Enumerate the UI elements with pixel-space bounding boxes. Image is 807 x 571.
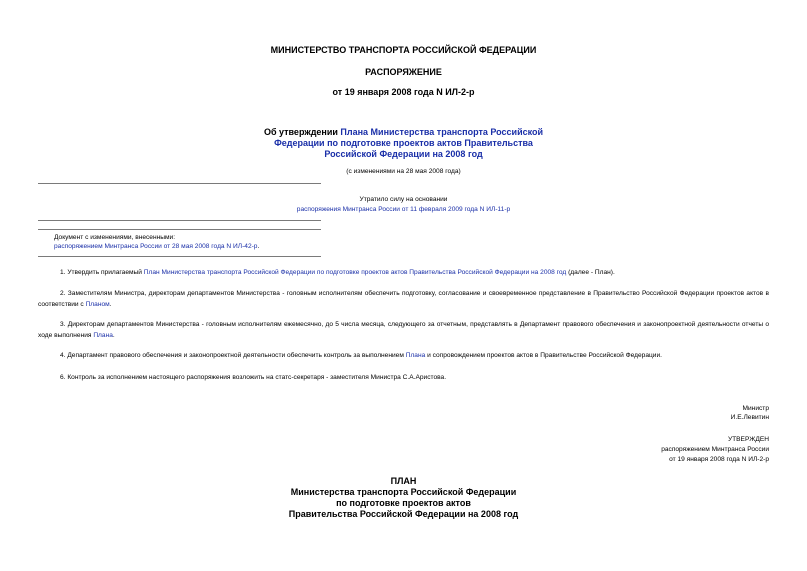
p3-text-end: . xyxy=(112,331,115,339)
signature-name: И.Е.Левитин xyxy=(730,414,769,421)
plan-line2: Министерства транспорта Российской Федерации xyxy=(290,487,517,497)
paragraph-6: 6. Контроль за исполнением настоящего распоряжения возложить на статс-секретаря - заместителя Министра С.А.Аристова. xyxy=(60,374,447,381)
p2-link[interactable]: Планом xyxy=(85,300,110,308)
paragraph-2 xyxy=(38,289,769,310)
changes-suffix: . xyxy=(257,243,260,250)
document-type: РАСПОРЯЖЕНИЕ xyxy=(365,67,442,77)
paragraph-1 xyxy=(38,268,769,279)
title-link-line2[interactable]: Федерации по подготовке проектов актов Правительства xyxy=(274,138,533,148)
changes-label: Документ с изменениями, внесенными: xyxy=(54,234,176,241)
p4-text-end: и сопровождением проектов актов в Правительстве Российской Федерации. xyxy=(425,352,662,359)
p1-text: 1. Утвердить прилагаемый xyxy=(60,269,144,276)
divider xyxy=(38,256,321,257)
title-link-line3[interactable]: Российской Федерации на 2008 год xyxy=(324,149,483,159)
p3-text: 3. Директорам департаментов Министерства - головным исполнителям ежемесячно, до 5 числа месяца, следующего за отчетным, представлять в Департамент правового обеспечения и законопроектной деятельности отчеты о ходе выполнения xyxy=(38,321,769,339)
divider xyxy=(38,229,321,230)
expired-link[interactable]: распоряжения Минтранса России от 11 февраля 2009 года N ИЛ-11-р xyxy=(296,206,511,213)
plan-title: ПЛАН xyxy=(390,476,417,486)
p2-text: 2. Заместителям Министра, директорам департаментов Министерства - головным исполнителям обеспечить подготовку, согласование и своевременное представление в Правительство Российской Федерации проектов актов в соответствии с xyxy=(38,290,769,308)
plan-heading xyxy=(0,476,807,520)
p1-text-end: (далее - План). xyxy=(566,269,615,276)
title-link-line1[interactable]: Плана Министерства транспорта Российской xyxy=(340,127,544,137)
p2-text-end: . xyxy=(109,300,112,308)
document-title xyxy=(0,127,807,160)
plan-line3: по подготовке проектов актов xyxy=(336,498,471,508)
approval-date: от 19 января 2008 года N ИЛ-2-р xyxy=(669,456,769,463)
p4-link[interactable]: Плана xyxy=(405,352,426,359)
amendment-note: (с изменениями на 28 мая 2008 года) xyxy=(346,168,461,175)
paragraph-3 xyxy=(38,320,769,341)
signature-position: Министр xyxy=(742,405,769,412)
divider xyxy=(38,220,321,221)
divider xyxy=(38,183,321,184)
title-prefix: Об утверждении xyxy=(263,127,341,137)
changes-line xyxy=(54,242,259,251)
paragraph-4 xyxy=(38,351,769,362)
ministry-heading: МИНИСТЕРСТВО ТРАНСПОРТА РОССИЙСКОЙ ФЕДЕРАЦИИ xyxy=(270,45,537,55)
plan-line4: Правительства Российской Федерации на 2008 год xyxy=(288,509,519,519)
approval-order: распоряжением Минтранса России xyxy=(661,446,769,453)
p1-link[interactable]: План Министерства транспорта Российской Федерации по подготовке проектов актов Правительства Российской Федерации на 2008 год xyxy=(143,269,567,276)
p3-link[interactable]: Плана xyxy=(93,331,113,339)
document-date: от 19 января 2008 года N ИЛ-2-р xyxy=(332,87,475,97)
expired-note: Утратило силу на основании xyxy=(359,196,448,203)
changes-link[interactable]: распоряжением Минтранса России от 28 мая 2008 года N ИЛ-42-р xyxy=(54,243,258,250)
p4-text: 4. Департамент правового обеспечения и законопроектной деятельности обеспечить контроль за выполнением xyxy=(60,352,406,359)
approval-label: УТВЕРЖДЕН xyxy=(727,436,769,443)
